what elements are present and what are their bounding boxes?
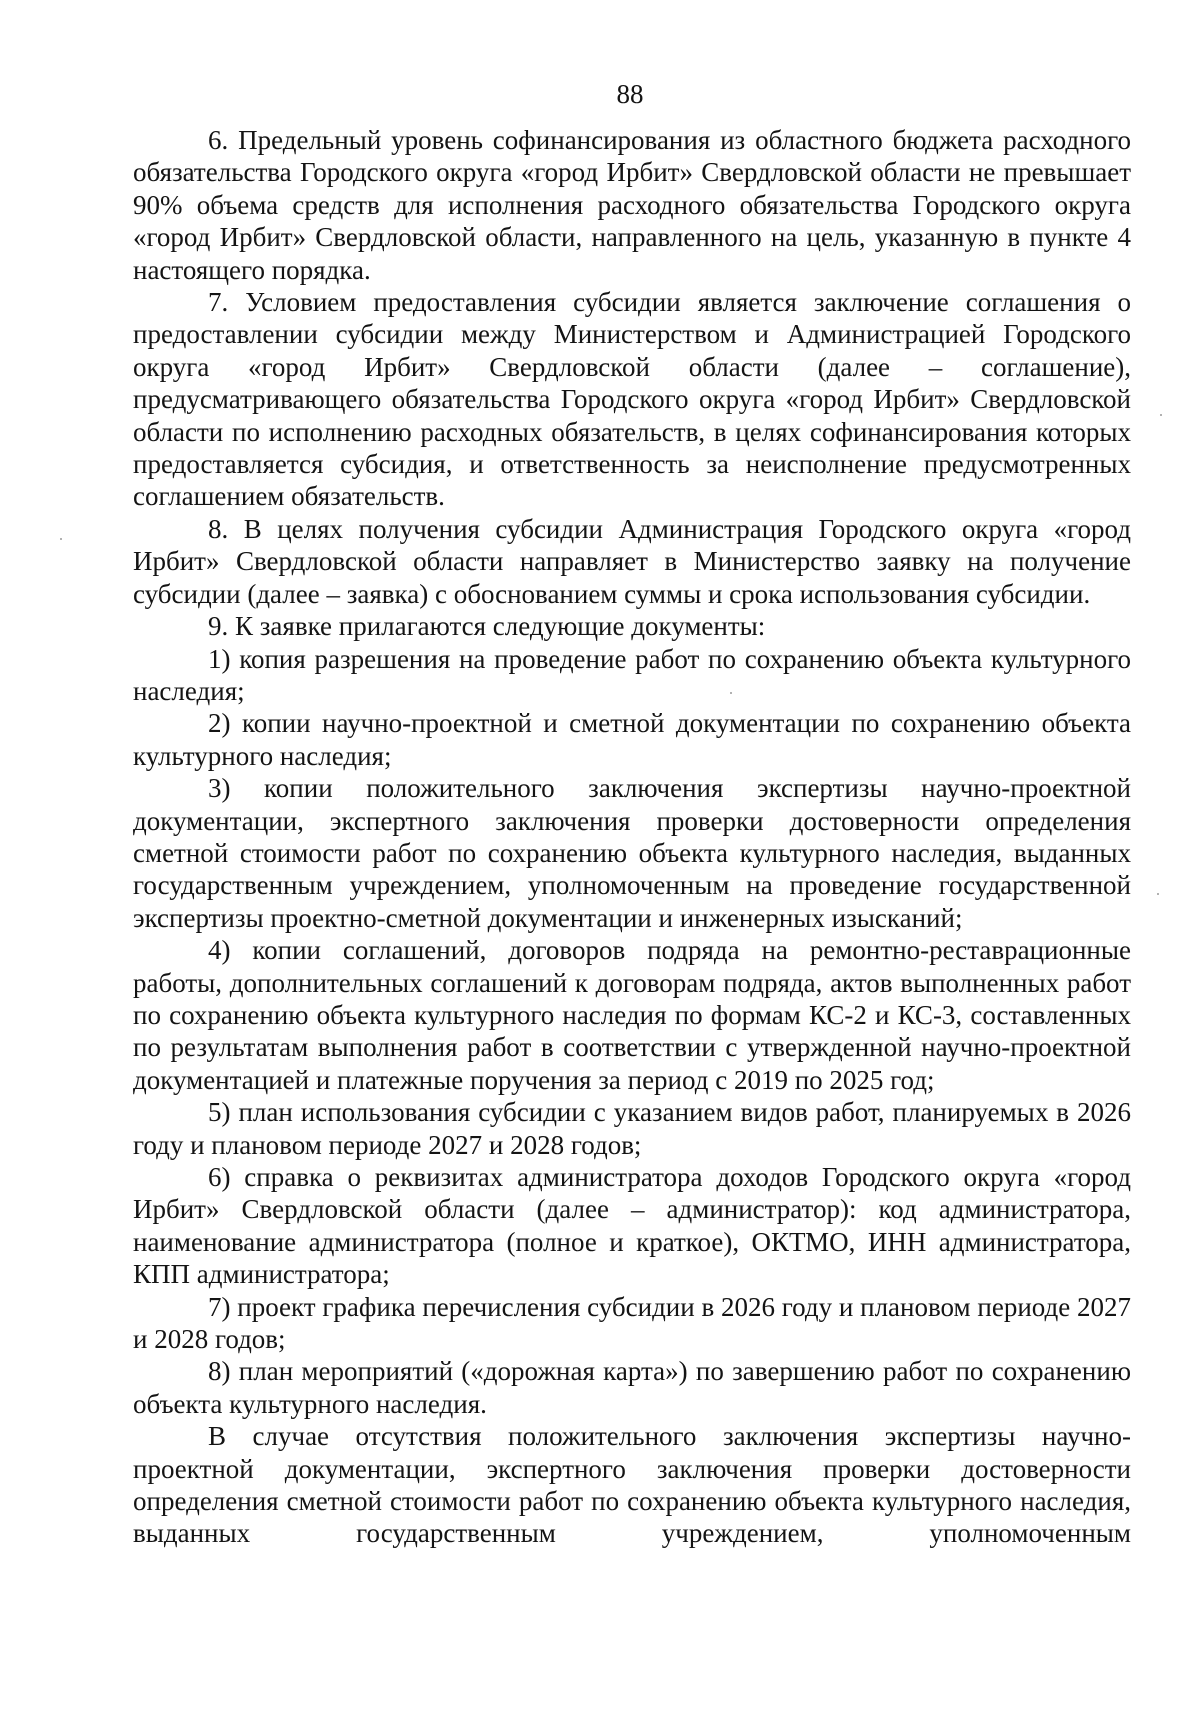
document-body: [133, 124, 1131, 1550]
list-item-5: 5) план использования субсидии с указанием видов работ, планируемых в 2026 году и плановом периоде 2027 и 2028 годов;: [133, 1097, 1131, 1160]
closing-paragraph: В случае отсутствия положительного заключения экспертизы научно-проектной документации, экспертного заключения проверки достоверности определения сметной стоимости работ по сохранению объекта культурного наследия, выданных государственным учреждением, уполномоченным: [133, 1421, 1131, 1549]
page-number: 88: [616, 79, 644, 109]
scan-speck: [1157, 893, 1159, 895]
list-item-3: 3) копии положительного заключения экспертизы научно-проектной документации, экспертного заключения проверки достоверности определения сметной стоимости работ по сохранению объекта культурного наследия, выданных государственным учреждением, уполномоченным на проведение государственной экспертизы проектно-сметной документации и инженерных изысканий;: [133, 773, 1131, 933]
list-item-7: 7) проект графика перечисления субсидии в 2026 году и плановом периоде 2027 и 2028 годов;: [133, 1291, 1131, 1355]
paragraph-9: 9. К заявке прилагаются следующие документы:: [208, 611, 766, 642]
list-item-6: 6) справка о реквизитах администратора доходов Городского округа «город Ирбит» Свердловской области (далее – администратор): код администратора, наименование администратора (полное и краткое), ОКТМО, ИНН администратора, КПП администратора;: [133, 1162, 1131, 1290]
list-item-4: 4) копии соглашений, договоров подряда на ремонтно-реставрационные работы, дополнительных соглашений к договорам подряда, актов выполненных работ по сохранению объекта культурного наследия по формам КС-2 и КС-3, составленных по результатам выполнения работ в соответствии с утвержденной научно-проектной документацией и платежные поручения за период с 2019 по 2025 год;: [133, 935, 1131, 1095]
paragraph-6: 6. Предельный уровень софинансирования из областного бюджета расходного обязательства Городского округа «город Ирбит» Свердловской области не превышает 90% объема средств для исполнения расходного обязательства Городского округа «город Ирбит» Свердловской области, направленного на цель, указанную в пункте 4 настоящего порядка.: [133, 125, 1131, 285]
paragraph-8: 8. В целях получения субсидии Администрация Городского округа «город Ирбит» Свердловской области направляет в Министерство заявку на получение субсидии (далее – заявка) с обоснованием суммы и срока использования субсидии.: [133, 513, 1131, 609]
scan-speck: [1160, 414, 1162, 416]
scan-speck: [60, 538, 62, 540]
list-item-2: 2) копии научно-проектной и сметной документации по сохранению объекта культурного наследия;: [133, 708, 1131, 771]
list-item-1: 1) копия разрешения на проведение работ по сохранению объекта культурного наследия;: [133, 643, 1131, 706]
paragraph-7: 7. Условием предоставления субсидии является заключение соглашения о предоставлении субсидии между Министерством и Администрацией Городского округа «город Ирбит» Свердловской области (далее – соглашение), предусматривающего обязательства Городского округа «город Ирбит» Свердловской области по исполнению расходных обязательств, в целях софинансирования которых предоставляется субсидия, и ответственность за неисполнение предусмотренных соглашением обязательств.: [133, 287, 1131, 512]
scan-speck: [730, 692, 732, 694]
list-item-8: 8) план мероприятий («дорожная карта») по завершению работ по сохранению объекта культурного наследия.: [133, 1356, 1131, 1419]
